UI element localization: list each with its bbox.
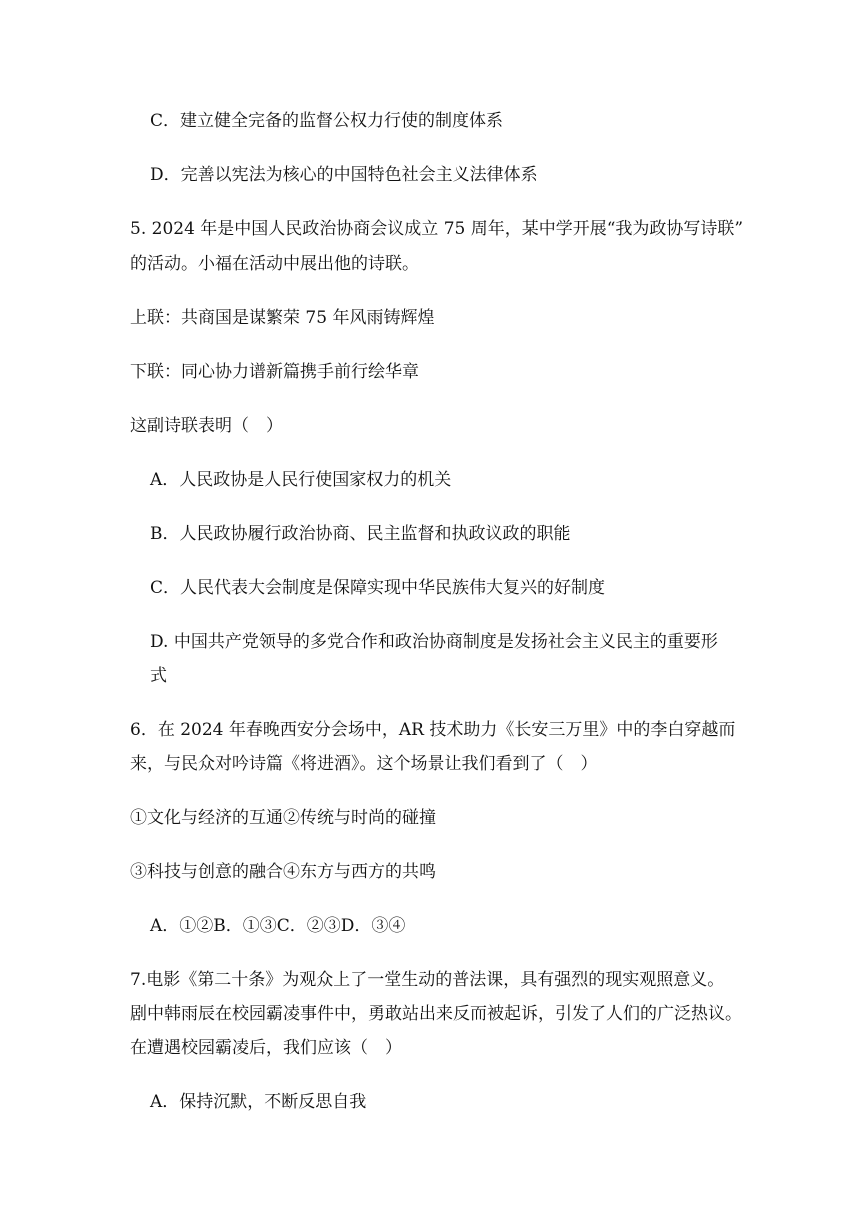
q5-option-d-line-2: 式: [150, 666, 167, 686]
q5-question: 这副诗联表明（ ）: [130, 416, 283, 436]
q5-option-c: C．人民代表大会制度是保障实现中华民族伟大复兴的好制度: [150, 578, 606, 598]
q5-option-a: A．人民政协是人民行使国家权力的机关: [150, 470, 452, 490]
q5-stem-line-2: 的活动。小福在活动中展出他的诗联。: [130, 254, 419, 274]
q6-statements-2: ③科技与创意的融合④东方与西方的共鸣: [130, 862, 436, 882]
q6-stem-line-2: 来，与民众对吟诗篇《将进酒》。这个场景让我们看到了（ ）: [130, 754, 598, 774]
q5-option-d-line-1: D. 中国共产党领导的多党合作和政治协商制度是发扬社会主义民主的重要形: [150, 632, 718, 652]
q6-options: A．①②B．①③C．②③D．③④: [150, 916, 406, 936]
q6-statements-1: ①文化与经济的互通②传统与时尚的碰撞: [130, 808, 436, 828]
q7-stem-line-1: 7.电影《第二十条》为观众上了一堂生动的普法课，具有强烈的现实观照意义。: [130, 970, 725, 990]
q7-stem-line-2: 剧中韩雨辰在校园霸凌事件中，勇敢站出来反而被起诉，引发了人们的广泛热议。: [130, 1004, 742, 1024]
q4-option-c: C．建立健全完备的监督公权力行使的制度体系: [150, 111, 504, 131]
q5-lower-couplet: 下联：同心协力谱新篇携手前行绘华章: [130, 362, 419, 382]
q4-option-d: D．完善以宪法为核心的中国特色社会主义法律体系: [150, 165, 538, 185]
q5-option-b: B．人民政协履行政治协商、民主监督和执政议政的职能: [150, 524, 571, 544]
q5-stem-line-1: 5. 2024 年是中国人民政治协商会议成立 75 周年，某中学开展“我为政协写诗联”: [130, 219, 744, 239]
q5-upper-couplet: 上联：共商国是谋繁荣 75 年风雨铸辉煌: [130, 308, 435, 328]
q7-stem-line-3: 在遭遇校园霸凌后，我们应该（ ）: [130, 1038, 402, 1058]
q6-stem-line-1: 6．在 2024 年春晚西安分会场中，AR 技术助力《长安三万里》中的李白穿越而: [130, 720, 736, 740]
q7-option-a: A．保持沉默，不断反思自我: [150, 1092, 367, 1112]
